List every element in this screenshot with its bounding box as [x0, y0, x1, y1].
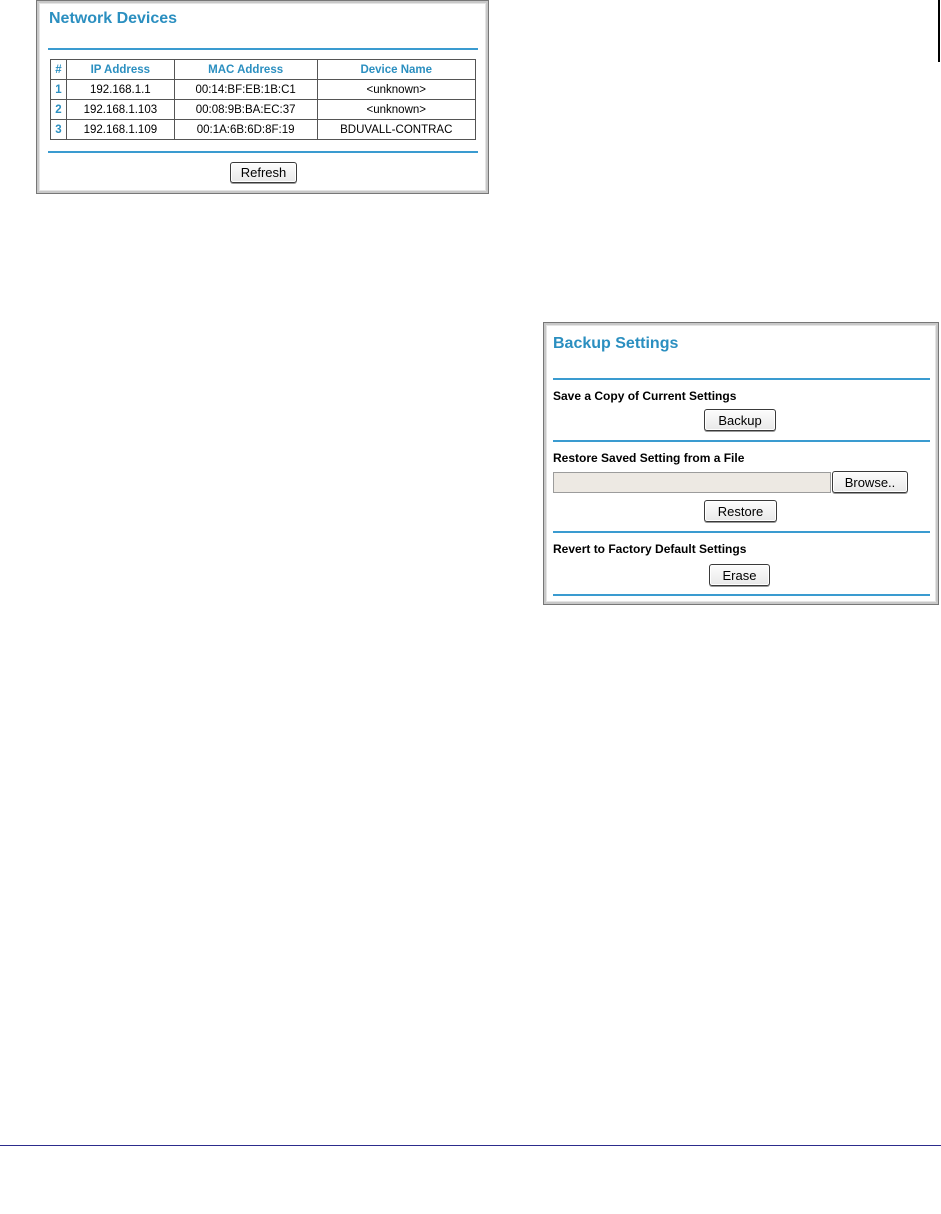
col-header-mac: MAC Address	[174, 60, 317, 80]
row-mac: 00:14:BF:EB:1B:C1	[174, 80, 317, 100]
row-device-name: <unknown>	[317, 80, 475, 100]
backup-settings-title: Backup Settings	[553, 335, 679, 352]
row-mac: 00:1A:6B:6D:8F:19	[174, 120, 317, 140]
table-row	[51, 80, 476, 100]
factory-default-label: Revert to Factory Default Settings	[553, 542, 747, 556]
row-device-name: BDUVALL-CONTRAC	[317, 120, 475, 140]
footer-rule	[0, 1145, 941, 1146]
restore-file-input[interactable]	[553, 472, 831, 493]
backup-button[interactable]: Backup	[704, 409, 776, 431]
table-row	[51, 120, 476, 140]
save-divider	[553, 440, 930, 442]
restore-from-file-label: Restore Saved Setting from a File	[553, 451, 745, 465]
page-edge-rule	[938, 0, 940, 62]
erase-button[interactable]: Erase	[709, 564, 770, 586]
restore-button[interactable]: Restore	[704, 500, 777, 522]
save-copy-label: Save a Copy of Current Settings	[553, 389, 737, 403]
row-index: 3	[51, 120, 67, 140]
col-header-ip: IP Address	[66, 60, 174, 80]
table-header-row	[51, 60, 476, 80]
col-header-device-name: Device Name	[317, 60, 475, 80]
title-divider	[48, 48, 478, 50]
row-device-name: <unknown>	[317, 100, 475, 120]
row-index: 2	[51, 100, 67, 120]
restore-divider	[553, 531, 930, 533]
browse-button[interactable]: Browse..	[832, 471, 908, 493]
table-divider	[48, 151, 478, 153]
devices-table	[50, 59, 476, 140]
backup-settings-panel	[543, 322, 939, 605]
bottom-divider	[553, 594, 930, 596]
title-divider	[553, 378, 930, 380]
row-mac: 00:08:9B:BA:EC:37	[174, 100, 317, 120]
refresh-button[interactable]: Refresh	[230, 162, 297, 183]
col-header-index: #	[51, 60, 67, 80]
table-row	[51, 100, 476, 120]
row-ip: 192.168.1.1	[66, 80, 174, 100]
row-index: 1	[51, 80, 67, 100]
network-devices-title: Network Devices	[49, 10, 178, 27]
row-ip: 192.168.1.109	[66, 120, 174, 140]
row-ip: 192.168.1.103	[66, 100, 174, 120]
network-devices-panel	[36, 0, 489, 194]
